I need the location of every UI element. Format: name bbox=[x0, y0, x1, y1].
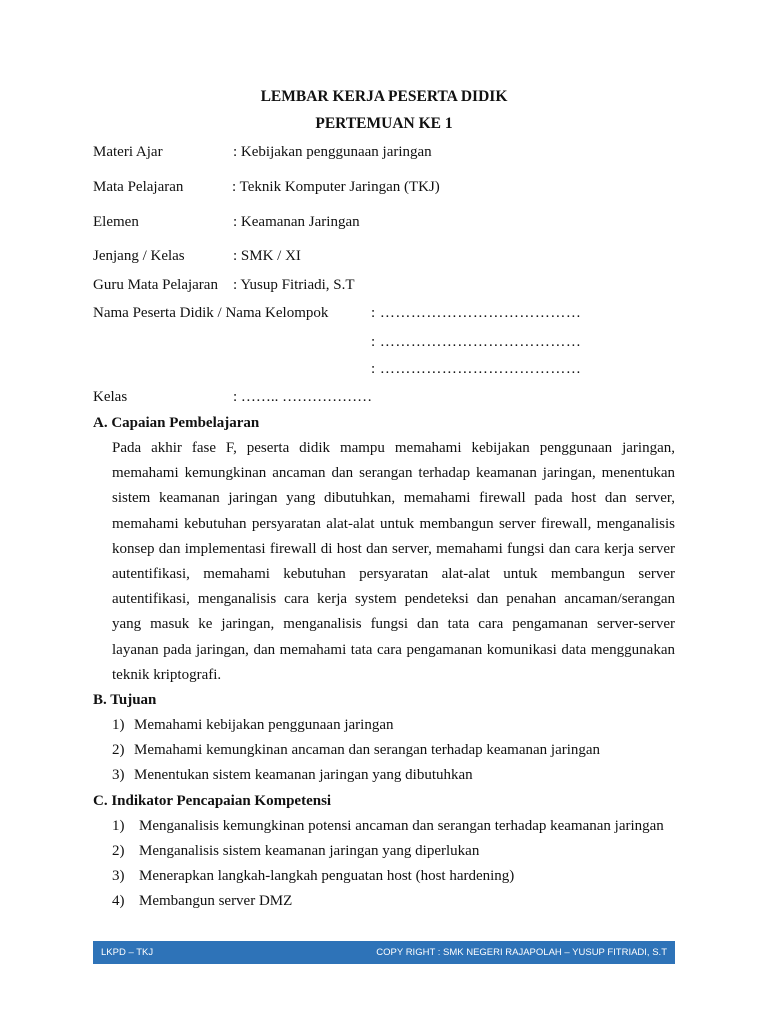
guru-value: : Yusup Fitriadi, S.T bbox=[233, 277, 355, 293]
jenjang-value: : SMK / XI bbox=[233, 248, 301, 264]
list-number: 1) bbox=[112, 717, 125, 733]
jenjang-label: Jenjang / Kelas bbox=[93, 248, 185, 264]
list-number: 2) bbox=[112, 843, 125, 859]
elemen-value: : Keamanan Jaringan bbox=[233, 214, 360, 230]
mapel-value: : Teknik Komputer Jaringan (TKJ) bbox=[232, 179, 440, 195]
nama-line: : ………………………………… bbox=[371, 334, 582, 350]
info-row-kelas bbox=[93, 389, 372, 406]
nama-line: : ………………………………… bbox=[371, 305, 582, 321]
paragraph-line: teknik kriptografi. bbox=[112, 666, 222, 683]
guru-label: Guru Mata Pelajaran bbox=[93, 277, 218, 293]
footer-left-text: LKPD – TKJ bbox=[101, 947, 154, 958]
paragraph-line: memahami kemungkinan ancaman dan serangan terhadap keamanan jaringan, menentukan bbox=[112, 465, 675, 482]
list-number: 3) bbox=[112, 868, 125, 884]
section-c-heading: C. Indikator Pencapaian Kompetensi bbox=[93, 793, 332, 809]
list-text: Memahami kebijakan penggunaan jaringan bbox=[134, 717, 394, 733]
paragraph-line: yang masuk ke jaringan, menganalisis fungsi dan tata cara pengamanan server-server bbox=[112, 616, 675, 633]
footer-bar bbox=[93, 941, 675, 964]
document-title: LEMBAR KERJA PESERTA DIDIK bbox=[260, 88, 508, 105]
info-row-materi bbox=[93, 144, 432, 161]
list-text: Menentukan sistem keamanan jaringan yang dibutuhkan bbox=[134, 767, 473, 783]
list-text: Membangun server DMZ bbox=[139, 893, 293, 909]
paragraph-line: sistem keamanan jaringan yang dibutuhkan, memahami firewall pada host dan server, bbox=[112, 490, 675, 507]
info-row-guru bbox=[93, 277, 355, 294]
elemen-label: Elemen bbox=[93, 214, 139, 230]
info-row-mapel bbox=[93, 179, 440, 196]
capaian-paragraph bbox=[112, 436, 675, 688]
kelas-value: : …….. ……………… bbox=[233, 389, 373, 405]
nama-line: : ………………………………… bbox=[371, 361, 582, 377]
list-number: 2) bbox=[112, 742, 125, 758]
paragraph-line: konsep dan implementasi firewall di host dan server, memahami fungsi dan cara kerja server bbox=[112, 540, 675, 557]
paragraph-line: layanan pada jaringan, dan memahami tata cara pengamanan komunikasi data menggunakan bbox=[112, 641, 675, 658]
footer-right-text: COPY RIGHT : SMK NEGERI RAJAPOLAH – YUSUP FITRIADI, S.T bbox=[376, 947, 667, 958]
section-b-heading: B. Tujuan bbox=[93, 692, 157, 708]
list-text: Memahami kemungkinan ancaman dan serangan terhadap keamanan jaringan bbox=[134, 742, 601, 758]
list-number: 3) bbox=[112, 767, 125, 783]
kelas-label: Kelas bbox=[93, 389, 128, 405]
section-a-heading: A. Capaian Pembelajaran bbox=[93, 415, 260, 431]
list-text: Menerapkan langkah-langkah penguatan host (host hardening) bbox=[139, 868, 515, 884]
document-subtitle: PERTEMUAN KE 1 bbox=[315, 115, 453, 132]
info-row-jenjang bbox=[93, 248, 301, 265]
materi-label: Materi Ajar bbox=[93, 144, 163, 160]
info-row-elemen bbox=[93, 214, 360, 231]
paragraph-line: memahami kebutuhan persyaratan alat-alat untuk membangun server firewall, menganalisis bbox=[112, 515, 675, 532]
list-text: Menganalisis sistem keamanan jaringan yang diperlukan bbox=[139, 843, 480, 859]
list-number: 4) bbox=[112, 893, 125, 909]
mapel-label: Mata Pelajaran bbox=[93, 179, 184, 195]
materi-value: : Kebijakan penggunaan jaringan bbox=[233, 144, 432, 160]
nama-label: Nama Peserta Didik / Nama Kelompok bbox=[93, 305, 329, 321]
list-text: Menganalisis kemungkinan potensi ancaman dan serangan terhadap keamanan jaringan bbox=[139, 818, 664, 834]
list-number: 1) bbox=[112, 818, 125, 834]
paragraph-line: autentifikasi, memahami kebutuhan persyaratan alat-alat untuk membangun server bbox=[112, 566, 675, 583]
paragraph-line: autentifikasi, menganalisis cara kerja system pendeteksi dan penahan ancaman/serangan bbox=[112, 591, 675, 608]
paragraph-line: Pada akhir fase F, peserta didik mampu memahami kebijakan penggunaan jaringan, bbox=[112, 440, 675, 456]
